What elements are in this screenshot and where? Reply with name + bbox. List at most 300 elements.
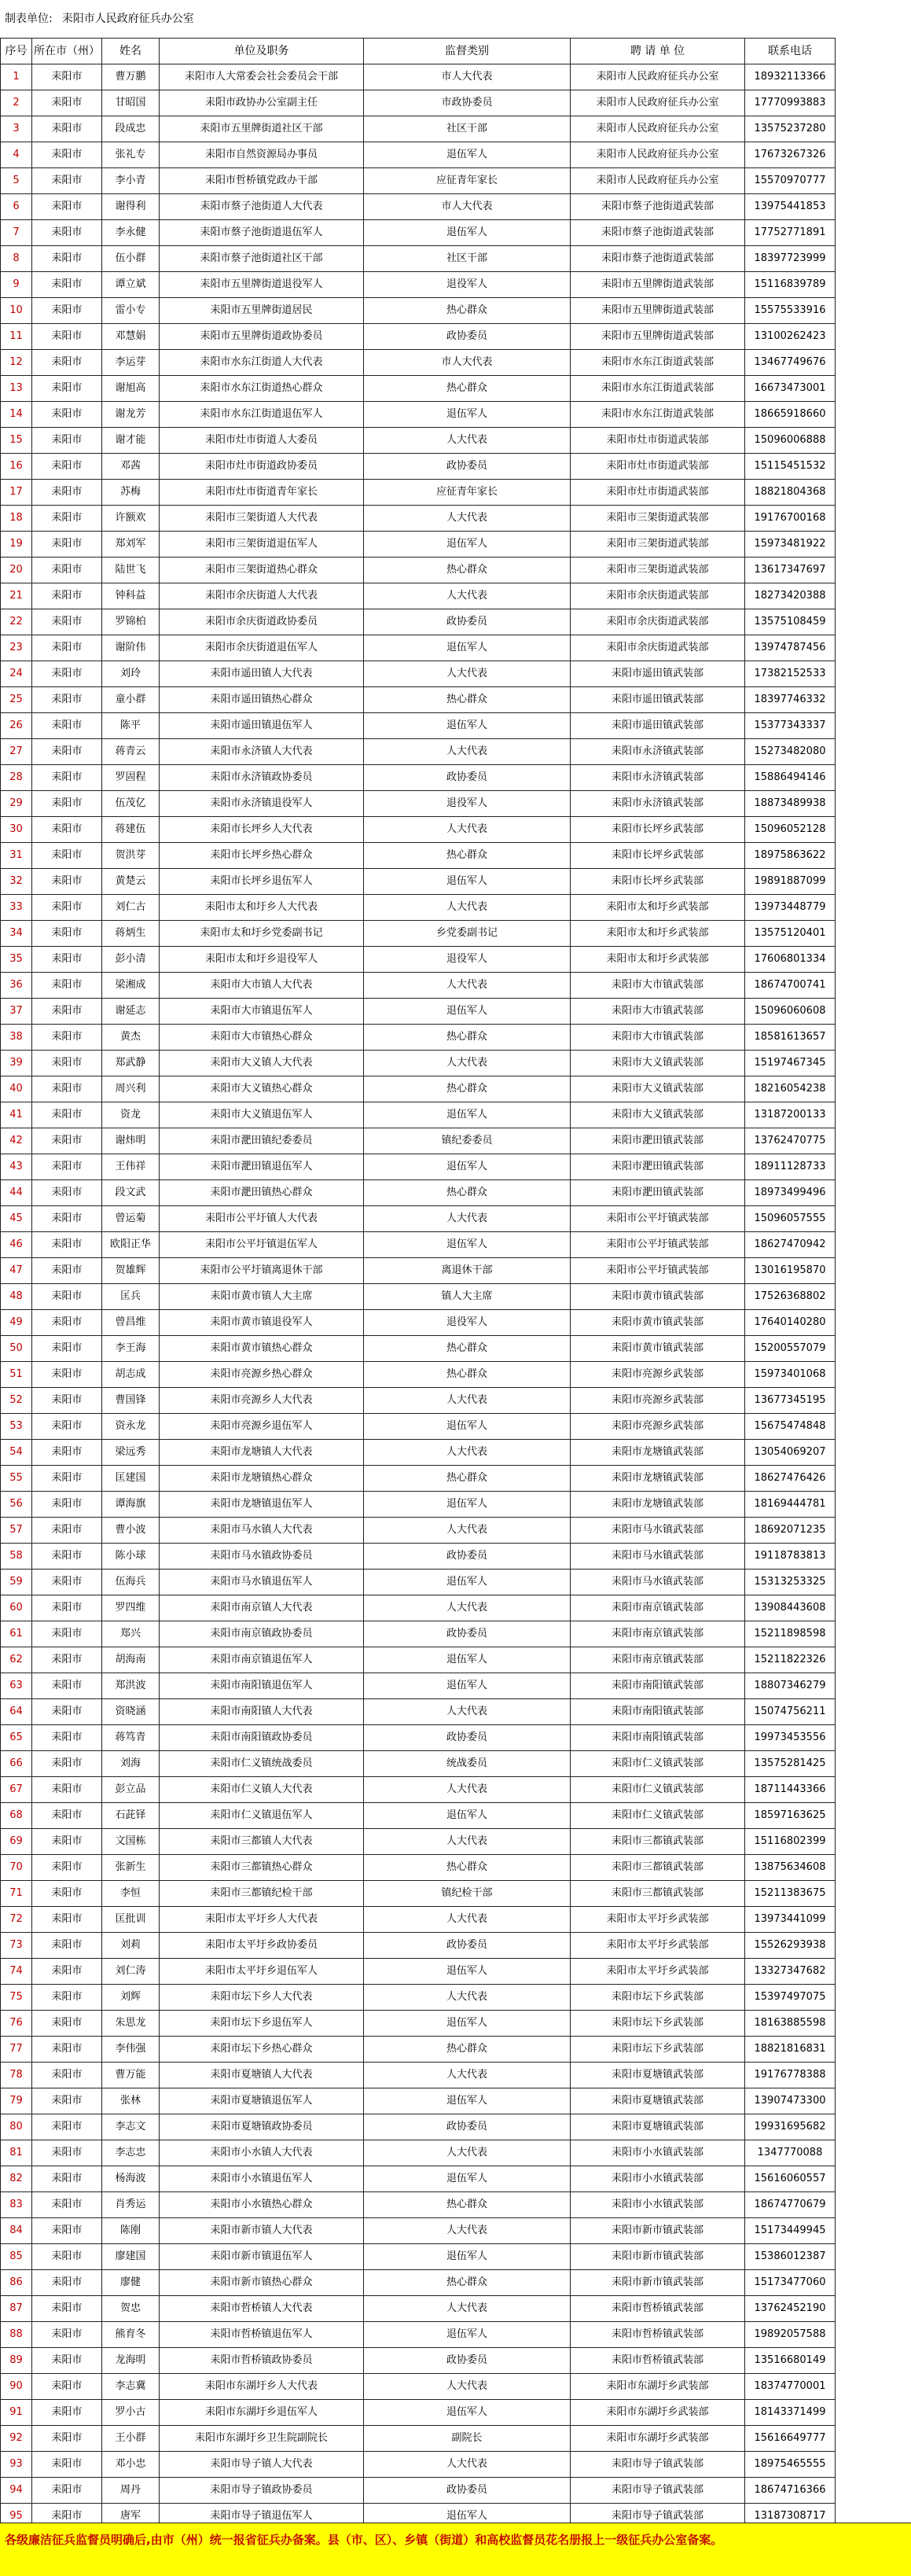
hiring-unit-cell: 耒阳市夏塘镇武装部	[571, 2114, 745, 2140]
phone-cell: 19176778388	[745, 2063, 836, 2088]
city-cell: 耒阳市	[32, 324, 102, 350]
hiring-unit-cell: 耒阳市灶市街道武装部	[571, 454, 745, 480]
hiring-unit-cell: 耒阳市五里牌街道武装部	[571, 298, 745, 324]
phone-cell: 13100262423	[745, 324, 836, 350]
table-row	[1, 1985, 836, 2011]
city-cell: 耒阳市	[32, 1595, 102, 1621]
category-cell: 政协委员	[364, 1621, 571, 1647]
unit-position-cell: 耒阳市三都镇纪检干部	[160, 1881, 364, 1907]
category-cell: 退役军人	[364, 791, 571, 817]
category-cell: 人大代表	[364, 2063, 571, 2088]
name-cell: 罗小古	[102, 2400, 160, 2426]
unit-position-cell: 耒阳市夏塘镇人大代表	[160, 2063, 364, 2088]
phone-cell: 15116802399	[745, 1829, 836, 1855]
unit-position-cell: 耒阳市五里牌街道居民	[160, 298, 364, 324]
row-number-cell: 61	[1, 1621, 32, 1647]
phone-cell: 13762452190	[745, 2296, 836, 2322]
table-body	[1, 64, 836, 2530]
hiring-unit-cell: 耒阳市三都镇武装部	[571, 1829, 745, 1855]
city-cell: 耒阳市	[32, 402, 102, 428]
row-number-cell: 70	[1, 1855, 32, 1881]
hiring-unit-cell: 耒阳市永济镇武装部	[571, 739, 745, 765]
category-cell: 退伍军人	[364, 2088, 571, 2114]
phone-cell: 13467749676	[745, 350, 836, 376]
unit-position-cell: 耒阳市东湖圩乡人大代表	[160, 2374, 364, 2400]
row-number-cell: 75	[1, 1985, 32, 2011]
city-cell: 耒阳市	[32, 635, 102, 661]
category-cell: 退伍军人	[364, 2322, 571, 2348]
name-cell: 李志冀	[102, 2374, 160, 2400]
unit-position-cell: 耒阳市大义镇热心群众	[160, 1076, 364, 1102]
phone-cell: 18581613657	[745, 1025, 836, 1051]
city-cell: 耒阳市	[32, 2296, 102, 2322]
phone-cell: 18665918660	[745, 402, 836, 428]
category-cell: 热心群众	[364, 1025, 571, 1051]
category-cell: 退伍军人	[364, 532, 571, 558]
unit-position-cell: 耒阳市余庆街道政协委员	[160, 609, 364, 635]
category-cell: 人大代表	[364, 1985, 571, 2011]
category-cell: 人大代表	[364, 1051, 571, 1076]
phone-cell: 18397746332	[745, 687, 836, 713]
unit-position-cell: 耒阳市政协办公室副主任	[160, 90, 364, 116]
unit-position-cell: 耒阳市蔡子池街道社区干部	[160, 246, 364, 272]
row-number-cell: 60	[1, 1595, 32, 1621]
unit-position-cell: 耒阳市永济镇政协委员	[160, 765, 364, 791]
category-cell: 热心群众	[364, 1076, 571, 1102]
city-cell: 耒阳市	[32, 1440, 102, 1466]
unit-position-cell: 耒阳市水东江街道热心群众	[160, 376, 364, 402]
category-cell: 退伍军人	[364, 1959, 571, 1985]
table-row	[1, 687, 836, 713]
unit-position-cell: 耒阳市哲桥镇党政办干部	[160, 168, 364, 194]
name-cell: 梁远秀	[102, 1440, 160, 1466]
category-cell: 人大代表	[364, 428, 571, 454]
name-cell: 谭海旗	[102, 1492, 160, 1518]
unit-position-cell: 耒阳市龙塘镇热心群众	[160, 1466, 364, 1492]
phone-cell: 15173449945	[745, 2218, 836, 2244]
city-cell: 耒阳市	[32, 1388, 102, 1414]
row-number-cell: 94	[1, 2478, 32, 2504]
name-cell: 邓茜	[102, 454, 160, 480]
table-row	[1, 1621, 836, 1647]
table-row	[1, 64, 836, 90]
row-number-cell: 87	[1, 2296, 32, 2322]
table-row	[1, 583, 836, 609]
category-cell: 社区干部	[364, 246, 571, 272]
unit-position-cell: 耒阳市南京镇人大代表	[160, 1595, 364, 1621]
name-cell: 曾昌维	[102, 1310, 160, 1336]
unit-position-cell: 耒阳市马水镇人大代表	[160, 1518, 364, 1544]
row-number-cell: 56	[1, 1492, 32, 1518]
city-cell: 耒阳市	[32, 480, 102, 506]
phone-cell: 15096060608	[745, 999, 836, 1025]
table-row	[1, 376, 836, 402]
category-cell: 退伍军人	[364, 2166, 571, 2192]
phone-cell: 18216054238	[745, 1076, 836, 1102]
hiring-unit-cell: 耒阳市马水镇武装部	[571, 1570, 745, 1595]
name-cell: 彭小清	[102, 947, 160, 973]
table-row	[1, 1725, 836, 1751]
column-header: 单位及职务	[160, 39, 364, 64]
category-cell: 热心群众	[364, 376, 571, 402]
city-cell: 耒阳市	[32, 2088, 102, 2114]
hiring-unit-cell: 耒阳市龙塘镇武装部	[571, 1440, 745, 1466]
unit-position-cell: 耒阳市新市镇热心群众	[160, 2270, 364, 2296]
name-cell: 谢旭高	[102, 376, 160, 402]
row-number-cell: 37	[1, 999, 32, 1025]
hiring-unit-cell: 耒阳市长坪乡武装部	[571, 817, 745, 843]
row-number-cell: 34	[1, 921, 32, 947]
name-cell: 肖秀运	[102, 2192, 160, 2218]
row-number-cell: 7	[1, 220, 32, 246]
phone-cell: 19931695682	[745, 2114, 836, 2140]
table-row	[1, 2088, 836, 2114]
row-number-cell: 64	[1, 1699, 32, 1725]
row-number-cell: 43	[1, 1154, 32, 1180]
phone-cell: 15273482080	[745, 739, 836, 765]
name-cell: 陆世飞	[102, 558, 160, 583]
city-cell: 耒阳市	[32, 947, 102, 973]
unit-position-cell: 耒阳市哲桥镇退伍军人	[160, 2322, 364, 2348]
phone-cell: 18674716366	[745, 2478, 836, 2504]
name-cell: 李永健	[102, 220, 160, 246]
hiring-unit-cell: 耒阳市南京镇武装部	[571, 1595, 745, 1621]
row-number-cell: 15	[1, 428, 32, 454]
row-number-cell: 72	[1, 1907, 32, 1933]
city-cell: 耒阳市	[32, 1466, 102, 1492]
column-header: 序号	[1, 39, 32, 64]
city-cell: 耒阳市	[32, 2140, 102, 2166]
category-cell: 退伍军人	[364, 635, 571, 661]
unit-position-cell: 耒阳市小水镇人大代表	[160, 2140, 364, 2166]
name-cell: 刘仁涛	[102, 1959, 160, 1985]
unit-position-cell: 耒阳市遥田镇退伍军人	[160, 713, 364, 739]
unit-position-cell: 耒阳市亮源乡退伍军人	[160, 1414, 364, 1440]
unit-position-cell: 耒阳市遥田镇热心群众	[160, 687, 364, 713]
category-cell: 热心群众	[364, 2192, 571, 2218]
name-cell: 李志文	[102, 2114, 160, 2140]
unit-position-cell: 耒阳市遥田镇人大代表	[160, 661, 364, 687]
row-number-cell: 23	[1, 635, 32, 661]
phone-cell: 13575108459	[745, 609, 836, 635]
hiring-unit-cell: 耒阳市东湖圩乡武装部	[571, 2426, 745, 2452]
unit-position-cell: 耒阳市五里牌街道社区干部	[160, 116, 364, 142]
hiring-unit-cell: 耒阳市蔡子池街道武装部	[571, 246, 745, 272]
phone-cell: 15886494146	[745, 765, 836, 791]
phone-cell: 15973481922	[745, 532, 836, 558]
table-row	[1, 1595, 836, 1621]
table-row	[1, 1232, 836, 1258]
table-row	[1, 1284, 836, 1310]
phone-cell: 18821804368	[745, 480, 836, 506]
category-cell: 人大代表	[364, 2374, 571, 2400]
phone-cell: 1347770088	[745, 2140, 836, 2166]
name-cell: 邓小忠	[102, 2452, 160, 2478]
table-row	[1, 2218, 836, 2244]
row-number-cell: 14	[1, 402, 32, 428]
unit-position-cell: 耒阳市仁义镇人大代表	[160, 1777, 364, 1803]
phone-cell: 13677345195	[745, 1388, 836, 1414]
row-number-cell: 10	[1, 298, 32, 324]
row-number-cell: 92	[1, 2426, 32, 2452]
city-cell: 耒阳市	[32, 246, 102, 272]
hiring-unit-cell: 耒阳市导子镇武装部	[571, 2478, 745, 2504]
hiring-unit-cell: 耒阳市三都镇武装部	[571, 1881, 745, 1907]
city-cell: 耒阳市	[32, 1933, 102, 1959]
row-number-cell: 25	[1, 687, 32, 713]
name-cell: 蒋笃青	[102, 1725, 160, 1751]
phone-cell: 15616060557	[745, 2166, 836, 2192]
name-cell: 谭立斌	[102, 272, 160, 298]
table-row	[1, 843, 836, 869]
table-row	[1, 428, 836, 454]
name-cell: 甘昭国	[102, 90, 160, 116]
category-cell: 热心群众	[364, 298, 571, 324]
table-row	[1, 739, 836, 765]
name-cell: 李小青	[102, 168, 160, 194]
unit-position-cell: 耒阳市大义镇人大代表	[160, 1051, 364, 1076]
table-row	[1, 1388, 836, 1414]
category-cell: 人大代表	[364, 661, 571, 687]
name-cell: 曹国锋	[102, 1388, 160, 1414]
city-cell: 耒阳市	[32, 895, 102, 921]
city-cell: 耒阳市	[32, 220, 102, 246]
name-cell: 胡海南	[102, 1647, 160, 1673]
phone-cell: 15200557079	[745, 1336, 836, 1362]
unit-position-cell: 耒阳市马水镇退伍军人	[160, 1570, 364, 1595]
category-cell: 退伍军人	[364, 1570, 571, 1595]
name-cell: 贺洪芽	[102, 843, 160, 869]
table-row	[1, 1855, 836, 1881]
unit-position-cell: 耒阳市太和圩乡退役军人	[160, 947, 364, 973]
phone-cell: 18374770001	[745, 2374, 836, 2400]
city-cell: 耒阳市	[32, 817, 102, 843]
city-cell: 耒阳市	[32, 2452, 102, 2478]
phone-cell: 13575281425	[745, 1751, 836, 1777]
table-row	[1, 1414, 836, 1440]
phone-cell: 18674700741	[745, 973, 836, 999]
category-cell: 退伍军人	[364, 1102, 571, 1128]
city-cell: 耒阳市	[32, 2426, 102, 2452]
unit-position-cell: 耒阳市南京镇退伍军人	[160, 1647, 364, 1673]
name-cell: 周兴利	[102, 1076, 160, 1102]
row-number-cell: 39	[1, 1051, 32, 1076]
row-number-cell: 29	[1, 791, 32, 817]
unit-position-cell: 耒阳市导子镇政协委员	[160, 2478, 364, 2504]
category-cell: 退伍军人	[364, 2400, 571, 2426]
table-row	[1, 1310, 836, 1336]
phone-cell: 17770993883	[745, 90, 836, 116]
table-row	[1, 1440, 836, 1466]
phone-cell: 18627470942	[745, 1232, 836, 1258]
unit-position-cell: 耒阳市永济镇退役军人	[160, 791, 364, 817]
unit-position-cell: 耒阳市亮源乡热心群众	[160, 1362, 364, 1388]
city-cell: 耒阳市	[32, 1855, 102, 1881]
hiring-unit-cell: 耒阳市东湖圩乡武装部	[571, 2374, 745, 2400]
row-number-cell: 53	[1, 1414, 32, 1440]
table-header-row	[1, 39, 836, 64]
hiring-unit-cell: 耒阳市大市镇武装部	[571, 999, 745, 1025]
row-number-cell: 71	[1, 1881, 32, 1907]
phone-cell: 15675474848	[745, 1414, 836, 1440]
column-header: 姓名	[102, 39, 160, 64]
name-cell: 曹小波	[102, 1518, 160, 1544]
unit-position-cell: 耒阳市太平圩乡退伍军人	[160, 1959, 364, 1985]
city-cell: 耒阳市	[32, 1985, 102, 2011]
row-number-cell: 78	[1, 2063, 32, 2088]
category-cell: 退伍军人	[364, 713, 571, 739]
table-row	[1, 168, 836, 194]
hiring-unit-cell: 耒阳市坛下乡武装部	[571, 1985, 745, 2011]
city-cell: 耒阳市	[32, 1544, 102, 1570]
hiring-unit-cell: 耒阳市淝田镇武装部	[571, 1154, 745, 1180]
phone-cell: 18932113366	[745, 64, 836, 90]
city-cell: 耒阳市	[32, 1362, 102, 1388]
hiring-unit-cell: 耒阳市亮源乡武装部	[571, 1414, 745, 1440]
table-row	[1, 1466, 836, 1492]
city-cell: 耒阳市	[32, 272, 102, 298]
category-cell: 热心群众	[364, 2037, 571, 2063]
table-row	[1, 194, 836, 220]
row-number-cell: 81	[1, 2140, 32, 2166]
phone-cell: 18163885598	[745, 2011, 836, 2037]
hiring-unit-cell: 耒阳市遥田镇武装部	[571, 713, 745, 739]
name-cell: 陈小球	[102, 1544, 160, 1570]
hiring-unit-cell: 耒阳市太和圩乡武装部	[571, 895, 745, 921]
name-cell: 胡志成	[102, 1362, 160, 1388]
row-number-cell: 59	[1, 1570, 32, 1595]
hiring-unit-cell: 耒阳市公平圩镇武装部	[571, 1232, 745, 1258]
row-number-cell: 91	[1, 2400, 32, 2426]
category-cell: 人大代表	[364, 1699, 571, 1725]
row-number-cell: 44	[1, 1180, 32, 1206]
hiring-unit-cell: 耒阳市亮源乡武装部	[571, 1388, 745, 1414]
phone-cell: 19118783813	[745, 1544, 836, 1570]
category-cell: 热心群众	[364, 1466, 571, 1492]
hiring-unit-cell: 耒阳市太平圩乡武装部	[571, 1959, 745, 1985]
table-row	[1, 2270, 836, 2296]
unit-position-cell: 耒阳市小水镇热心群众	[160, 2192, 364, 2218]
city-cell: 耒阳市	[32, 1673, 102, 1699]
unit-position-cell: 耒阳市长坪乡热心群众	[160, 843, 364, 869]
table-row	[1, 713, 836, 739]
name-cell: 谢炜明	[102, 1128, 160, 1154]
table-row	[1, 1128, 836, 1154]
hiring-unit-cell: 耒阳市马水镇武装部	[571, 1544, 745, 1570]
row-number-cell: 2	[1, 90, 32, 116]
category-cell: 热心群众	[364, 558, 571, 583]
category-cell: 热心群众	[364, 687, 571, 713]
hiring-unit-cell: 耒阳市遥田镇武装部	[571, 687, 745, 713]
city-cell: 耒阳市	[32, 583, 102, 609]
unit-position-cell: 耒阳市夏塘镇退伍军人	[160, 2088, 364, 2114]
phone-cell: 19973453556	[745, 1725, 836, 1751]
row-number-cell: 89	[1, 2348, 32, 2374]
unit-position-cell: 耒阳市坛下乡热心群众	[160, 2037, 364, 2063]
unit-position-cell: 耒阳市自然资源局办事员	[160, 142, 364, 168]
table-row	[1, 1570, 836, 1595]
table-row	[1, 1492, 836, 1518]
row-number-cell: 50	[1, 1336, 32, 1362]
phone-cell: 17382152533	[745, 661, 836, 687]
category-cell: 人大代表	[364, 1907, 571, 1933]
table-row	[1, 2478, 836, 2504]
hiring-unit-cell: 耒阳市仁义镇武装部	[571, 1777, 745, 1803]
table-row	[1, 947, 836, 973]
unit-position-cell: 耒阳市南阳镇退伍军人	[160, 1673, 364, 1699]
row-number-cell: 22	[1, 609, 32, 635]
category-cell: 人大代表	[364, 2452, 571, 2478]
table-row	[1, 220, 836, 246]
column-header: 联系电话	[745, 39, 836, 64]
row-number-cell: 77	[1, 2037, 32, 2063]
table-row	[1, 1699, 836, 1725]
row-number-cell: 62	[1, 1647, 32, 1673]
city-cell: 耒阳市	[32, 1310, 102, 1336]
hiring-unit-cell: 耒阳市太和圩乡武装部	[571, 947, 745, 973]
unit-position-cell: 耒阳市蔡子池街道退伍军人	[160, 220, 364, 246]
name-cell: 陈平	[102, 713, 160, 739]
category-cell: 退伍军人	[364, 220, 571, 246]
table-row	[1, 1102, 836, 1128]
table-row	[1, 1673, 836, 1699]
phone-cell: 18873489938	[745, 791, 836, 817]
table-row	[1, 2063, 836, 2088]
row-number-cell: 45	[1, 1206, 32, 1232]
name-cell: 张林	[102, 2088, 160, 2114]
category-cell: 退伍军人	[364, 869, 571, 895]
city-cell: 耒阳市	[32, 869, 102, 895]
city-cell: 耒阳市	[32, 1284, 102, 1310]
city-cell: 耒阳市	[32, 713, 102, 739]
category-cell: 市政协委员	[364, 90, 571, 116]
unit-position-cell: 耒阳市三都镇热心群众	[160, 1855, 364, 1881]
table-row	[1, 2140, 836, 2166]
hiring-unit-cell: 耒阳市灶市街道武装部	[571, 428, 745, 454]
category-cell: 退伍军人	[364, 2011, 571, 2037]
hiring-unit-cell: 耒阳市三架街道武装部	[571, 532, 745, 558]
unit-position-cell: 耒阳市太平圩乡政协委员	[160, 1933, 364, 1959]
name-cell: 郑兴	[102, 1621, 160, 1647]
unit-position-cell: 耒阳市龙塘镇人大代表	[160, 1440, 364, 1466]
unit-position-cell: 耒阳市南阳镇政协委员	[160, 1725, 364, 1751]
category-cell: 人大代表	[364, 2140, 571, 2166]
city-cell: 耒阳市	[32, 2063, 102, 2088]
table-row	[1, 1362, 836, 1388]
unit-position-cell: 耒阳市公平圩镇人大代表	[160, 1206, 364, 1232]
phone-cell: 18711443366	[745, 1777, 836, 1803]
hiring-unit-cell: 耒阳市夏塘镇武装部	[571, 2088, 745, 2114]
name-cell: 伍小群	[102, 246, 160, 272]
row-number-cell: 4	[1, 142, 32, 168]
row-number-cell: 9	[1, 272, 32, 298]
phone-cell: 15074756211	[745, 1699, 836, 1725]
phone-cell: 16673473001	[745, 376, 836, 402]
hiring-unit-cell: 耒阳市淝田镇武装部	[571, 1128, 745, 1154]
name-cell: 李运芽	[102, 350, 160, 376]
row-number-cell: 82	[1, 2166, 32, 2192]
table-row	[1, 1206, 836, 1232]
phone-cell: 13973448779	[745, 895, 836, 921]
hiring-unit-cell: 耒阳市永济镇武装部	[571, 765, 745, 791]
hiring-unit-cell: 耒阳市三都镇武装部	[571, 1855, 745, 1881]
name-cell: 谢才能	[102, 428, 160, 454]
city-cell: 耒阳市	[32, 739, 102, 765]
city-cell: 耒阳市	[32, 2348, 102, 2374]
phone-cell: 15096006888	[745, 428, 836, 454]
maker-value: 耒阳市人民政府征兵办公室	[61, 13, 194, 25]
hiring-unit-cell: 耒阳市黄市镇武装部	[571, 1310, 745, 1336]
